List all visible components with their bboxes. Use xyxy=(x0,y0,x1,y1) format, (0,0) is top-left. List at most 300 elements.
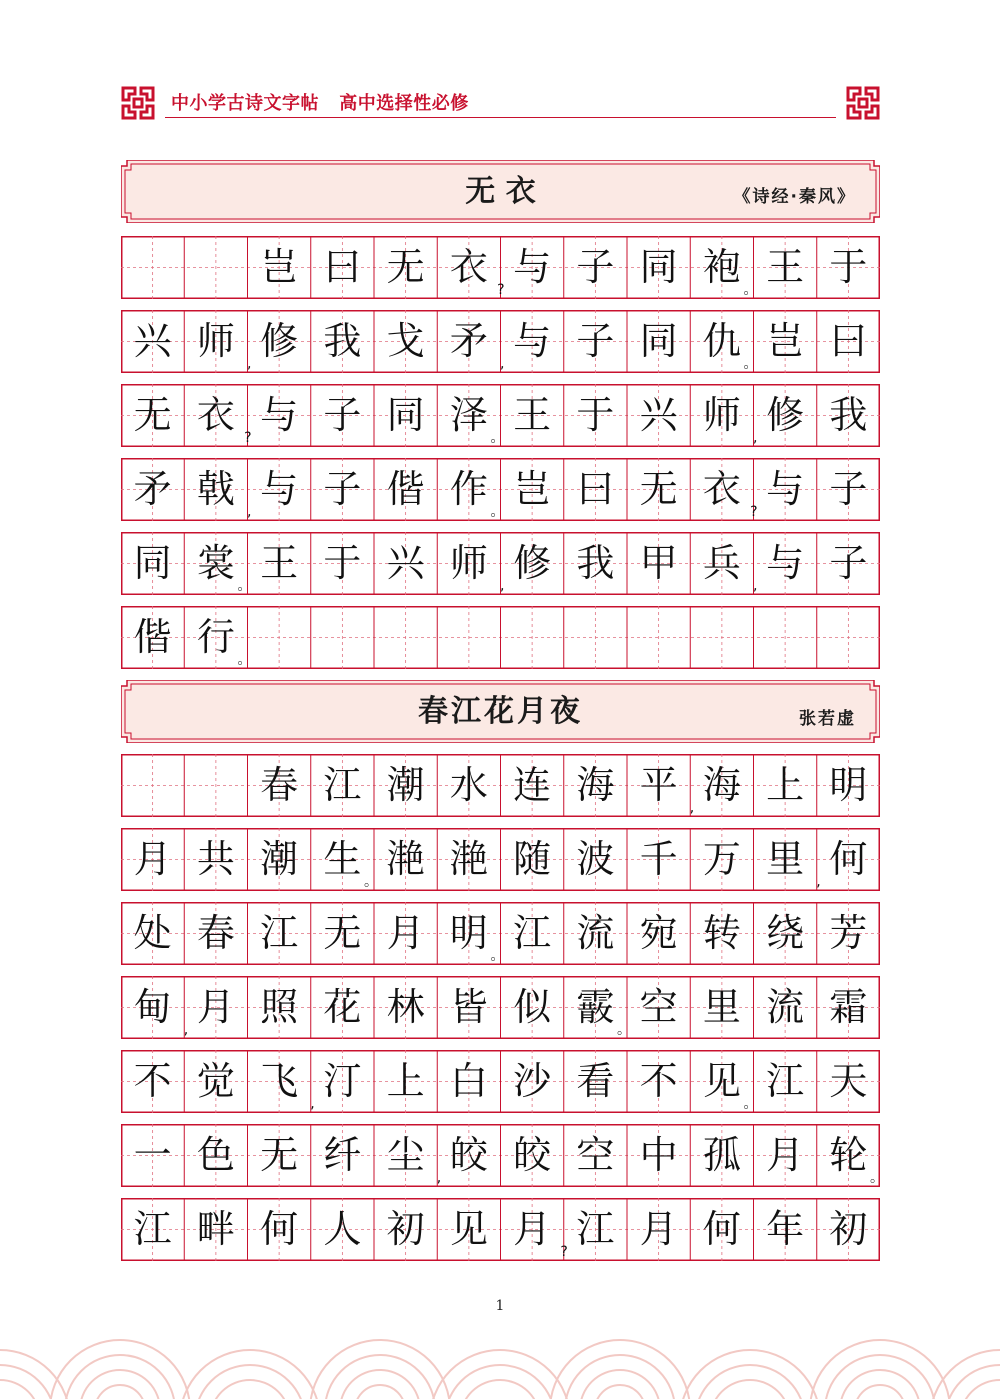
grid-row xyxy=(121,384,880,447)
grid-cell xyxy=(690,754,753,817)
grid-cell xyxy=(627,754,695,817)
character: 我 xyxy=(829,393,868,437)
character xyxy=(121,754,184,817)
grid-row xyxy=(121,902,880,965)
grid-cell xyxy=(121,1198,184,1261)
grid-cell xyxy=(690,902,753,965)
grid-cell xyxy=(564,1050,627,1113)
grid-cell xyxy=(437,1124,500,1187)
character: 仇 xyxy=(702,319,741,363)
grid-cell xyxy=(437,236,505,299)
grid-cell xyxy=(754,1198,817,1261)
grid-cell xyxy=(248,1124,311,1187)
character: 师 xyxy=(702,393,741,437)
grid-cell xyxy=(690,532,758,595)
punctuation-mark: ? xyxy=(244,430,252,446)
grid-cell xyxy=(501,1124,564,1187)
poem-title: 无 衣 xyxy=(465,174,536,209)
grid-cell xyxy=(690,458,758,521)
grid-cell xyxy=(627,976,690,1039)
grid-cell xyxy=(311,532,374,595)
character: 作 xyxy=(449,467,488,511)
grid-cell xyxy=(121,976,189,1039)
character: 矛 xyxy=(133,467,172,511)
grid-cell xyxy=(437,902,505,965)
character: 千 xyxy=(639,837,678,881)
grid-cell xyxy=(627,532,690,595)
grid-cell xyxy=(184,606,252,669)
grid-cell xyxy=(374,1198,437,1261)
punctuation-mark: 。 xyxy=(743,356,758,372)
character: 里 xyxy=(766,837,805,881)
grid-cell xyxy=(311,1124,374,1187)
character: 见 xyxy=(702,1059,741,1103)
grid-row xyxy=(121,1124,884,1187)
grid-cell xyxy=(121,384,184,447)
grid-cell xyxy=(311,976,374,1039)
grid-cell xyxy=(754,458,817,521)
grid-cell xyxy=(437,1198,500,1261)
punctuation-mark: 。 xyxy=(237,652,252,668)
grid-cell xyxy=(184,754,247,817)
character: 月 xyxy=(196,985,235,1029)
character: 衣 xyxy=(702,467,741,511)
grid-cell xyxy=(501,754,564,817)
character: 上 xyxy=(386,1059,425,1103)
punctuation-mark: , xyxy=(753,578,758,594)
character xyxy=(248,606,311,669)
grid-cell xyxy=(121,902,184,965)
grid-cell xyxy=(627,828,690,891)
grid-row xyxy=(121,310,880,373)
grid-cell xyxy=(374,1124,442,1187)
grid-cell xyxy=(690,976,753,1039)
character: 曰 xyxy=(323,245,362,289)
punctuation-mark: 。 xyxy=(237,578,252,594)
grid-cell xyxy=(437,310,505,373)
grid-cell xyxy=(374,384,437,447)
character: 我 xyxy=(576,541,615,585)
grid-cell xyxy=(501,902,564,965)
grid-row xyxy=(121,1050,880,1113)
grid-cell xyxy=(121,754,184,817)
character: 岂 xyxy=(260,245,299,289)
grid-cell xyxy=(501,458,564,521)
grid-cell xyxy=(817,1198,880,1261)
grid-cell xyxy=(817,532,880,595)
punctuation-mark: , xyxy=(247,504,252,520)
grid-cell xyxy=(248,532,311,595)
grid-cell xyxy=(564,902,627,965)
character: 春 xyxy=(260,763,299,807)
grid-cell xyxy=(374,902,437,965)
grid-cell xyxy=(817,1124,884,1187)
character: 月 xyxy=(133,837,172,881)
character xyxy=(374,606,437,669)
poem-title-banner xyxy=(121,160,880,223)
grid-cell xyxy=(564,458,627,521)
grid-cell xyxy=(311,1050,374,1113)
grid-cell xyxy=(627,606,690,669)
grid-cell xyxy=(754,976,817,1039)
grid-cell xyxy=(627,1198,690,1261)
grid-cell xyxy=(374,532,437,595)
character xyxy=(184,754,247,817)
grid-cell xyxy=(374,754,437,817)
punctuation-mark: , xyxy=(689,800,695,816)
grid-cell xyxy=(817,1050,880,1113)
punctuation-mark: 。 xyxy=(490,948,505,964)
character: 连 xyxy=(513,763,552,807)
grid-cell xyxy=(501,606,564,669)
character: 偕 xyxy=(386,467,425,511)
grid-cell xyxy=(248,828,311,891)
character: 汀 xyxy=(323,1059,362,1103)
character: 流 xyxy=(576,911,615,955)
character: 岂 xyxy=(513,467,552,511)
grid-cell xyxy=(754,384,817,447)
grid-cell xyxy=(121,828,184,891)
character: 初 xyxy=(829,1207,868,1251)
character: 月 xyxy=(766,1133,805,1177)
character: 修 xyxy=(766,393,805,437)
character: 霰 xyxy=(576,985,615,1029)
grid-cell xyxy=(184,236,247,299)
grid-row xyxy=(121,828,880,891)
grid-cell xyxy=(184,1050,247,1113)
character: 潮 xyxy=(260,837,299,881)
character: 转 xyxy=(702,911,741,955)
punctuation-mark: , xyxy=(753,430,758,446)
grid-cell xyxy=(437,532,505,595)
character: 里 xyxy=(702,985,741,1029)
character: 潮 xyxy=(386,763,425,807)
character: 天 xyxy=(829,1059,868,1103)
character: 流 xyxy=(766,985,805,1029)
grid-cell xyxy=(817,458,880,521)
punctuation-mark: 。 xyxy=(743,282,758,298)
punctuation-mark: 。 xyxy=(490,430,505,446)
character: 何 xyxy=(260,1207,299,1251)
character: 甸 xyxy=(133,985,172,1029)
character: 轮 xyxy=(829,1133,868,1177)
character: 尘 xyxy=(386,1133,425,1177)
grid-cell xyxy=(690,1050,758,1113)
character: 修 xyxy=(513,541,552,585)
character: 子 xyxy=(576,319,615,363)
character: 裳 xyxy=(196,541,235,585)
grid-cell xyxy=(690,606,753,669)
grid-cell xyxy=(627,236,690,299)
character: 何 xyxy=(702,1207,741,1251)
header-title: 中小学古诗文字帖 高中选择性必修 xyxy=(171,93,469,114)
character: 于 xyxy=(323,541,362,585)
character: 江 xyxy=(133,1207,172,1251)
grid-cell xyxy=(311,606,374,669)
poem-title: 春江花月夜 xyxy=(418,694,583,729)
character: 子 xyxy=(323,393,362,437)
grid-cell xyxy=(627,384,690,447)
grid-cell xyxy=(564,828,627,891)
character: 泽 xyxy=(449,393,488,437)
character: 初 xyxy=(386,1207,425,1251)
grid-cell xyxy=(184,828,247,891)
character: 随 xyxy=(513,837,552,881)
grid-cell xyxy=(754,310,817,373)
character: 水 xyxy=(449,763,488,807)
grid-cell xyxy=(627,1050,690,1113)
character: 兵 xyxy=(702,541,741,585)
character xyxy=(184,236,247,299)
punctuation-mark: , xyxy=(183,1022,189,1038)
grid-cell xyxy=(754,828,821,891)
character: 芳 xyxy=(829,911,868,955)
character: 无 xyxy=(639,467,678,511)
grid-cell xyxy=(817,384,880,447)
grid-cell xyxy=(248,236,311,299)
character: 月 xyxy=(513,1207,552,1251)
punctuation-mark: 。 xyxy=(870,1170,884,1186)
character: 上 xyxy=(766,763,805,807)
punctuation-mark: , xyxy=(436,1170,442,1186)
character: 海 xyxy=(576,763,615,807)
character: 子 xyxy=(323,467,362,511)
grid-cell xyxy=(311,384,374,447)
character: 孤 xyxy=(702,1133,741,1177)
grid-cell xyxy=(121,458,184,521)
grid-cell xyxy=(817,828,880,891)
fret-pattern-icon xyxy=(846,86,880,120)
character: 何 xyxy=(829,837,868,881)
grid-cell xyxy=(248,1198,311,1261)
grid-cell xyxy=(564,310,627,373)
grid-cell xyxy=(121,1124,184,1187)
grid-cell xyxy=(374,310,437,373)
character: 不 xyxy=(133,1059,172,1103)
grid-cell xyxy=(501,532,564,595)
character: 生 xyxy=(323,837,362,881)
character: 与 xyxy=(513,245,552,289)
character: 江 xyxy=(576,1207,615,1251)
grid-cell xyxy=(690,828,753,891)
punctuation-mark: ? xyxy=(560,1244,568,1260)
character: 与 xyxy=(766,541,805,585)
character: 林 xyxy=(386,985,425,1029)
grid-cell xyxy=(501,828,564,891)
grid-cell xyxy=(248,976,311,1039)
grid-cell xyxy=(437,754,500,817)
grid-cell xyxy=(311,1198,374,1261)
character: 海 xyxy=(702,763,741,807)
character: 畔 xyxy=(196,1207,235,1251)
character: 万 xyxy=(702,837,741,881)
character: 似 xyxy=(513,985,552,1029)
grid-cell xyxy=(817,606,880,669)
character: 子 xyxy=(829,467,868,511)
character: 空 xyxy=(576,1133,615,1177)
grid-cell xyxy=(817,236,880,299)
grid-cell xyxy=(437,828,500,891)
character xyxy=(690,606,753,669)
grid-cell xyxy=(121,1050,184,1113)
character: 与 xyxy=(513,319,552,363)
grid-cell xyxy=(690,1198,753,1261)
character: 甲 xyxy=(639,541,678,585)
grid-cell xyxy=(437,1050,500,1113)
punctuation-mark: , xyxy=(500,356,505,372)
character: 波 xyxy=(576,837,615,881)
character: 色 xyxy=(196,1133,235,1177)
character: 于 xyxy=(576,393,615,437)
grid-cell xyxy=(564,976,631,1039)
grid-cell xyxy=(437,458,505,521)
grid-cell xyxy=(184,458,252,521)
character: 兴 xyxy=(386,541,425,585)
grid-row xyxy=(121,606,880,669)
page-header xyxy=(121,86,880,120)
punctuation-mark: , xyxy=(816,874,821,890)
punctuation-mark: 。 xyxy=(743,1096,758,1112)
character: 不 xyxy=(639,1059,678,1103)
character xyxy=(817,606,880,669)
grid-cell xyxy=(437,976,500,1039)
grid-cell xyxy=(437,384,505,447)
grid-cell xyxy=(248,606,311,669)
grid-cell xyxy=(184,902,247,965)
grid-row xyxy=(121,754,880,817)
cloud-pattern-decoration xyxy=(0,1330,1000,1399)
grid-cell xyxy=(627,458,690,521)
grid-cell xyxy=(184,310,252,373)
character: 我 xyxy=(323,319,362,363)
grid-cell xyxy=(754,754,817,817)
grid-cell xyxy=(184,976,247,1039)
grid-cell xyxy=(501,310,564,373)
grid-cell xyxy=(817,976,880,1039)
grid-cell xyxy=(121,236,184,299)
character: 行 xyxy=(196,615,235,659)
header-rule xyxy=(165,117,836,118)
character: 衣 xyxy=(196,393,235,437)
grid-cell xyxy=(690,236,758,299)
grid-cell xyxy=(374,236,437,299)
grid-cell xyxy=(627,902,690,965)
character: 江 xyxy=(513,911,552,955)
character: 江 xyxy=(323,763,362,807)
punctuation-mark: , xyxy=(310,1096,315,1112)
character: 江 xyxy=(260,911,299,955)
character: 人 xyxy=(323,1207,362,1251)
grid-cell xyxy=(184,1124,247,1187)
character: 偕 xyxy=(133,615,172,659)
character: 同 xyxy=(133,541,172,585)
grid-cell xyxy=(627,1124,690,1187)
character: 王 xyxy=(766,245,805,289)
grid-cell xyxy=(374,606,437,669)
character: 明 xyxy=(829,763,868,807)
grid-cell xyxy=(374,828,437,891)
punctuation-mark: , xyxy=(500,578,505,594)
character: 戈 xyxy=(386,319,425,363)
grid-cell xyxy=(184,1198,247,1261)
poem-title-banner xyxy=(121,680,880,743)
character: 皆 xyxy=(449,985,488,1029)
character: 宛 xyxy=(639,911,678,955)
grid-cell xyxy=(564,754,627,817)
character: 花 xyxy=(323,985,362,1029)
character: 滟 xyxy=(386,837,425,881)
grid-row xyxy=(121,1198,880,1261)
character: 于 xyxy=(829,245,868,289)
grid-cell xyxy=(311,310,374,373)
grid-cell xyxy=(501,976,564,1039)
grid-cell xyxy=(121,310,184,373)
character: 与 xyxy=(260,467,299,511)
character: 白 xyxy=(449,1059,488,1103)
character: 同 xyxy=(639,319,678,363)
character: 师 xyxy=(449,541,488,585)
character: 兴 xyxy=(133,319,172,363)
character xyxy=(627,606,690,669)
grid-cell xyxy=(248,384,311,447)
character: 纤 xyxy=(323,1133,362,1177)
character: 江 xyxy=(766,1059,805,1103)
punctuation-mark: 。 xyxy=(490,504,505,520)
character: 修 xyxy=(260,319,299,363)
character: 岂 xyxy=(766,319,805,363)
character: 一 xyxy=(133,1133,172,1177)
character: 与 xyxy=(766,467,805,511)
character: 皎 xyxy=(513,1133,552,1177)
character: 沙 xyxy=(513,1059,552,1103)
character: 无 xyxy=(260,1133,299,1177)
grid-row xyxy=(121,976,880,1039)
character: 月 xyxy=(639,1207,678,1251)
character: 霜 xyxy=(829,985,868,1029)
character: 同 xyxy=(639,245,678,289)
grid-cell xyxy=(754,606,817,669)
character: 处 xyxy=(133,911,172,955)
character: 无 xyxy=(133,393,172,437)
poem-author: 《诗经·秦风》 xyxy=(733,187,856,207)
character: 春 xyxy=(196,911,235,955)
character: 衣 xyxy=(449,245,488,289)
character: 共 xyxy=(196,837,235,881)
character xyxy=(437,606,500,669)
grid-cell xyxy=(121,532,184,595)
grid-cell xyxy=(311,236,374,299)
character: 曰 xyxy=(576,467,615,511)
grid-row xyxy=(121,458,880,521)
grid-cell xyxy=(311,458,374,521)
character: 同 xyxy=(386,393,425,437)
character: 觉 xyxy=(196,1059,235,1103)
grid-cell xyxy=(754,902,817,965)
grid-cell xyxy=(501,1050,564,1113)
grid-cell xyxy=(311,902,374,965)
character: 平 xyxy=(639,763,678,807)
character: 与 xyxy=(260,393,299,437)
punctuation-mark: , xyxy=(247,356,252,372)
punctuation-mark: ? xyxy=(497,282,505,298)
grid-cell xyxy=(754,236,817,299)
punctuation-mark: 。 xyxy=(364,874,378,890)
character: 照 xyxy=(260,985,299,1029)
punctuation-mark: ? xyxy=(750,504,758,520)
grid-cell xyxy=(311,754,374,817)
character: 无 xyxy=(323,911,362,955)
character: 曰 xyxy=(829,319,868,363)
